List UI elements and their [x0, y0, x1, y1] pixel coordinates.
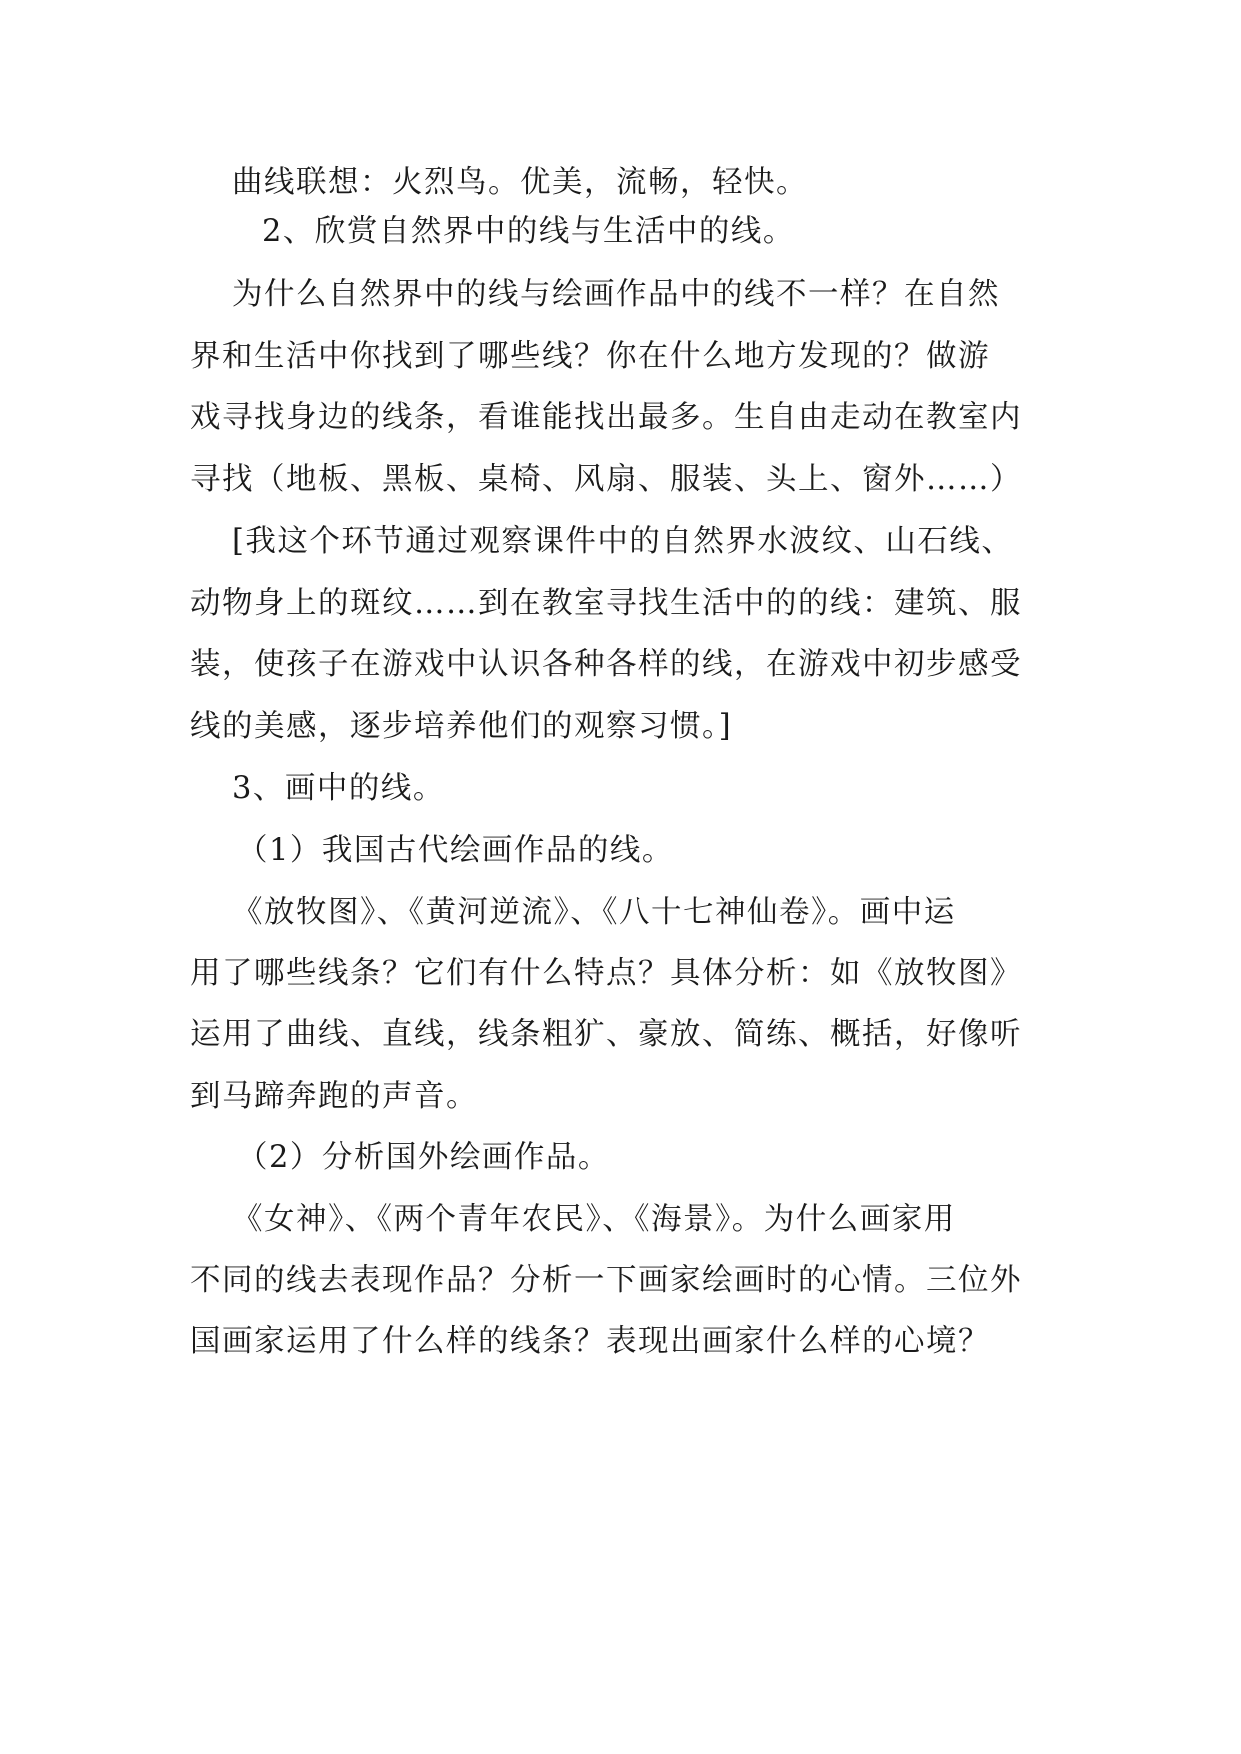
section-heading: 2、欣赏自然界中的线与生活中的线。 — [262, 214, 795, 249]
text-line: 《放牧图》、《黄河逆流》、《八十七神仙卷》。画中运 — [232, 895, 956, 930]
text-line: 为什么自然界中的线与绘画作品中的线不一样？在自然 — [232, 277, 1000, 312]
text-line: 动物身上的斑纹……到在教室寻找生活中的的线：建筑、服 — [190, 586, 1022, 621]
text-line: 运用了曲线、直线，线条粗犷、豪放、简练、概括，好像听 — [190, 1017, 1022, 1052]
subsection-heading: （2）分析国外绘画作品。 — [237, 1140, 610, 1175]
text-line: [我这个环节通过观察课件中的自然界水波纹、山石线、 — [232, 524, 1014, 559]
text-line: 用了哪些线条？它们有什么特点？具体分析：如《放牧图》 — [190, 956, 1022, 991]
text-line: 线的美感，逐步培养他们的观察习惯。] — [190, 709, 733, 744]
text-line: 不同的线去表现作品？分析一下画家绘画时的心情。三位外 — [190, 1263, 1022, 1298]
section-heading: 3、画中的线。 — [232, 771, 445, 806]
text-line: 界和生活中你找到了哪些线？你在什么地方发现的？做游 — [190, 339, 990, 374]
text-line: 到马蹄奔跑的声音。 — [190, 1079, 478, 1114]
text-line: 戏寻找身边的线条，看谁能找出最多。生自由走动在教室内 — [190, 400, 1022, 435]
text-line: 曲线联想：火烈鸟。优美，流畅，轻快。 — [232, 165, 808, 200]
text-line: 《女神》、《两个青年农民》、《海景》。为什么画家用 — [232, 1202, 956, 1237]
text-line: 寻找（地板、黑板、桌椅、风扇、服装、头上、窗外……） — [190, 462, 1022, 497]
subsection-heading: （1）我国古代绘画作品的线。 — [237, 833, 674, 868]
text-line: 国画家运用了什么样的线条？表现出画家什么样的心境？ — [190, 1324, 990, 1359]
text-line: 装，使孩子在游戏中认识各种各样的线，在游戏中初步感受 — [190, 647, 1022, 682]
